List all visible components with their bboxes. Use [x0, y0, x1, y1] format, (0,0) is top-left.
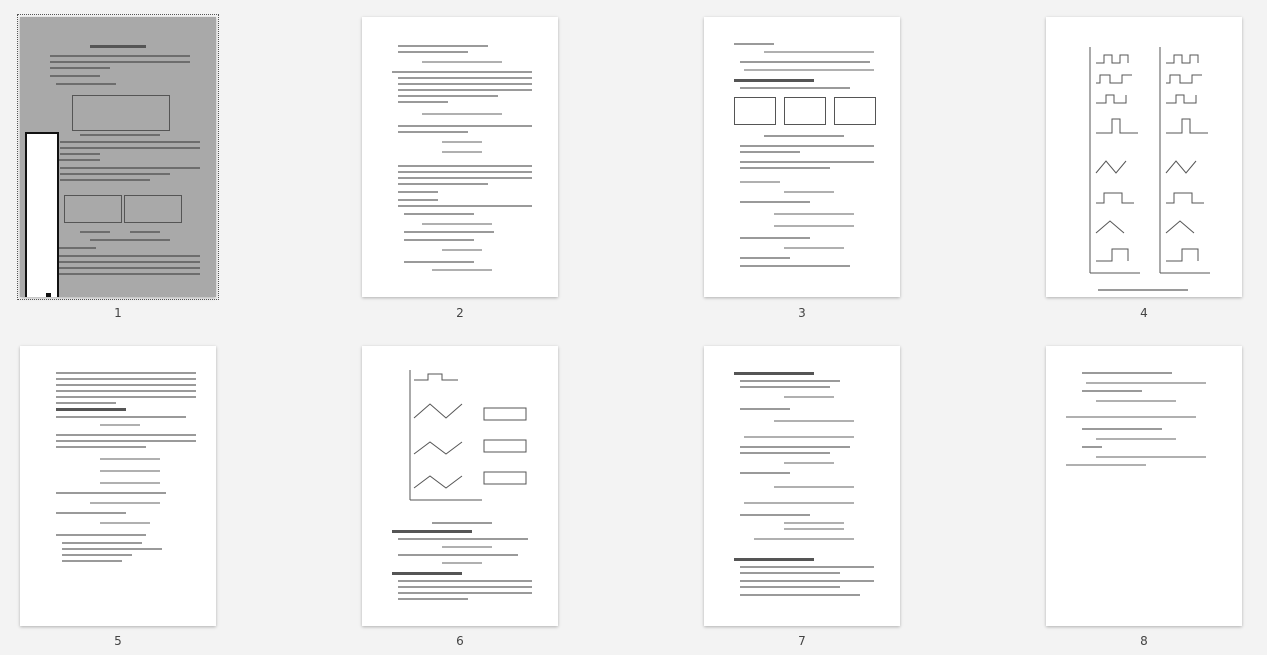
waveform-diagram: [1082, 43, 1212, 283]
resize-handle[interactable]: [46, 293, 51, 297]
page-number-label: 3: [798, 306, 806, 320]
page-thumbnail-2[interactable]: [362, 17, 558, 297]
page-thumbnail-3[interactable]: [704, 17, 900, 297]
page-number-label: 8: [1140, 634, 1148, 648]
page-thumbnail-4[interactable]: [1046, 17, 1242, 297]
circuit-diagram: [72, 95, 170, 131]
circuit-diagram: [834, 97, 876, 125]
circuit-diagram: [64, 195, 122, 223]
page-thumbnail-5[interactable]: [20, 346, 216, 626]
page-number-label: 5: [114, 634, 122, 648]
page-thumbnail-7[interactable]: [704, 346, 900, 626]
circuit-diagram: [784, 97, 826, 125]
page-thumbnail-6[interactable]: [362, 346, 558, 626]
page-number-label: 7: [798, 634, 806, 648]
page-number-label: 1: [114, 306, 122, 320]
waveform-diagram: [402, 368, 532, 508]
circuit-diagram: [124, 195, 182, 223]
circuit-diagram: [734, 97, 776, 125]
page-thumbnail-8[interactable]: [1046, 346, 1242, 626]
selection-overlay: [25, 132, 59, 297]
page-number-label: 6: [456, 634, 464, 648]
page-number-label: 2: [456, 306, 464, 320]
page-thumbnail-1[interactable]: [20, 17, 216, 297]
page-number-label: 4: [1140, 306, 1148, 320]
